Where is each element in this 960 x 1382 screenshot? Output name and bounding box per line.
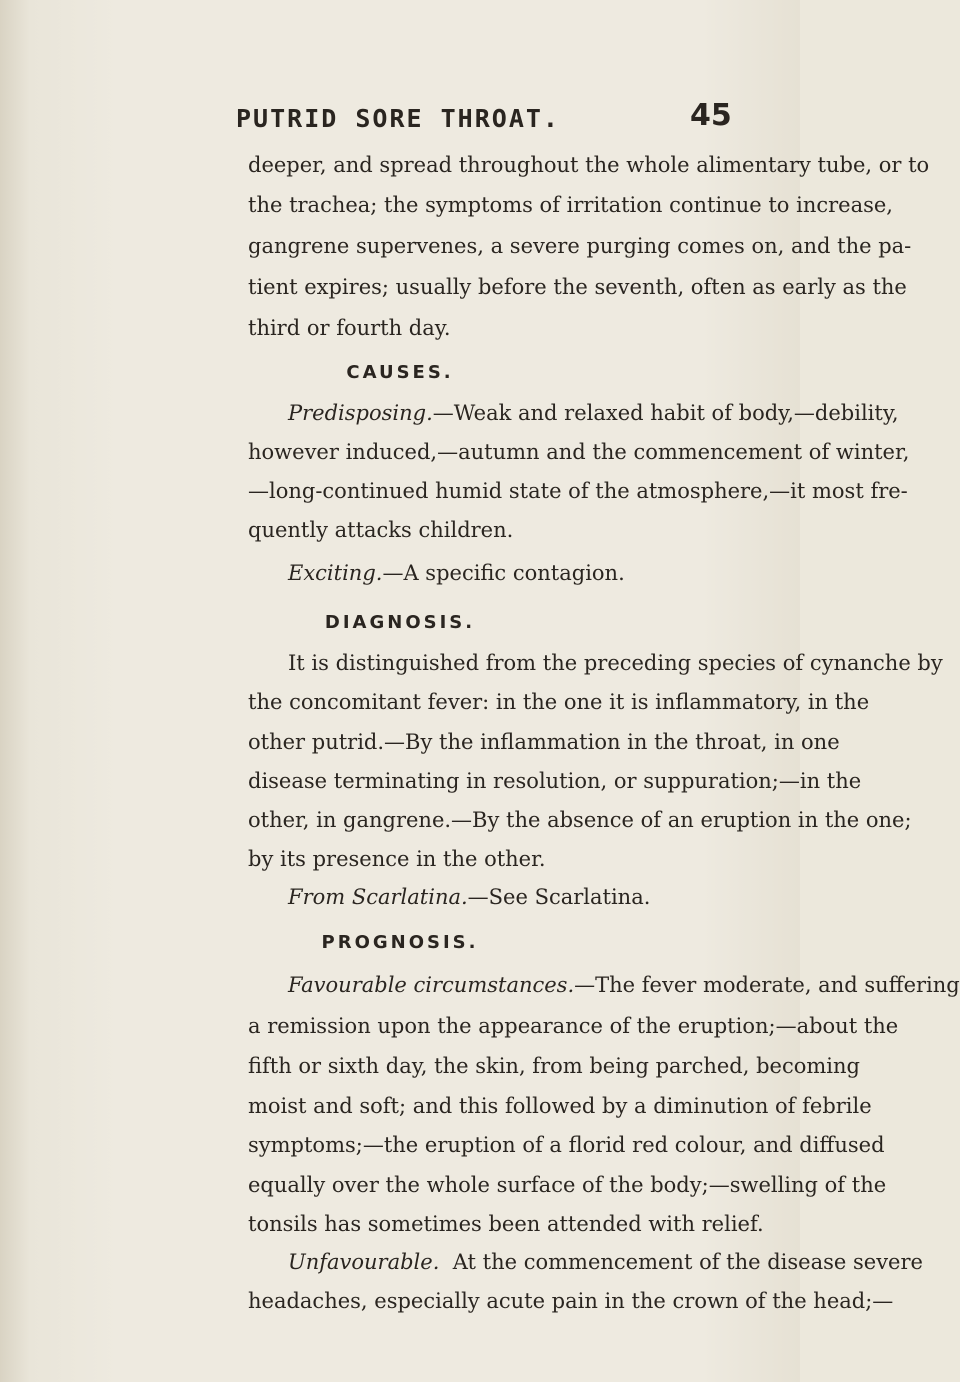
text-line: other putrid.—By the inflammation in the throat, in one [248,730,840,754]
unfavourable-label: Unfavourable. [288,1250,440,1274]
text-line: From Scarlatina.—See Scarlatina. [288,885,651,909]
text-line: a remission upon the appearance of the eruption;—about the [248,1014,899,1038]
text-line: Unfavourable. At the commencement of the disease severe [288,1250,923,1274]
text-line: Predisposing.—Weak and relaxed habit of body,—debility, [288,401,899,425]
text-line: third or fourth day. [248,316,451,340]
section-heading-causes: CAUSES. [346,362,454,383]
predisposing-label: Predisposing. [288,401,433,425]
text-line: disease terminating in resolution, or suppuration;—in the [248,769,862,793]
text-line: by its presence in the other. [248,847,546,871]
text-line: —long-continued humid state of the atmosphere,—it most fre- [248,479,908,503]
text-line: It is distinguished from the preceding species of cynanche by [288,651,943,675]
running-head: PUTRID SORE THROAT. [236,104,560,133]
page-header [0,98,800,138]
from-scarlatina-label: From Scarlatina. [288,885,468,909]
text-line: tient expires; usually before the seventh, often as early as the [248,275,907,299]
text-line: the concomitant fever: in the one it is inflammatory, in the [248,690,870,714]
text-line: moist and soft; and this followed by a diminution of febrile [248,1094,872,1118]
text-line: tonsils has sometimes been attended with relief. [248,1212,764,1236]
text-line: Exciting.—A specific contagion. [288,561,625,585]
text-line: Favourable circumstances.—The fever moderate, and suffering [288,973,960,997]
text-line: headaches, especially acute pain in the crown of the head;— [248,1289,894,1313]
section-heading-prognosis: PROGNOSIS. [321,932,479,953]
text-line: other, in gangrene.—By the absence of an eruption in the one; [248,808,912,832]
text-line: the trachea; the symptoms of irritation continue to increase, [248,193,893,217]
section-heading-diagnosis: DIAGNOSIS. [324,612,476,633]
text-line: quently attacks children. [248,518,514,542]
text-line: equally over the whole surface of the body;—swelling of the [248,1173,887,1197]
text-line: however induced,—autumn and the commencement of winter, [248,440,910,464]
exciting-label: Exciting. [288,561,383,585]
text-line: fifth or sixth day, the skin, from being parched, becoming [248,1054,860,1078]
text-line: symptoms;—the eruption of a florid red colour, and diffused [248,1133,885,1157]
page-number: 45 [690,98,732,133]
text-line: deeper, and spread throughout the whole alimentary tube, or to [248,153,930,177]
favourable-label: Favourable circumstances. [288,973,575,997]
text-line: gangrene supervenes, a severe purging comes on, and the pa- [248,234,912,258]
